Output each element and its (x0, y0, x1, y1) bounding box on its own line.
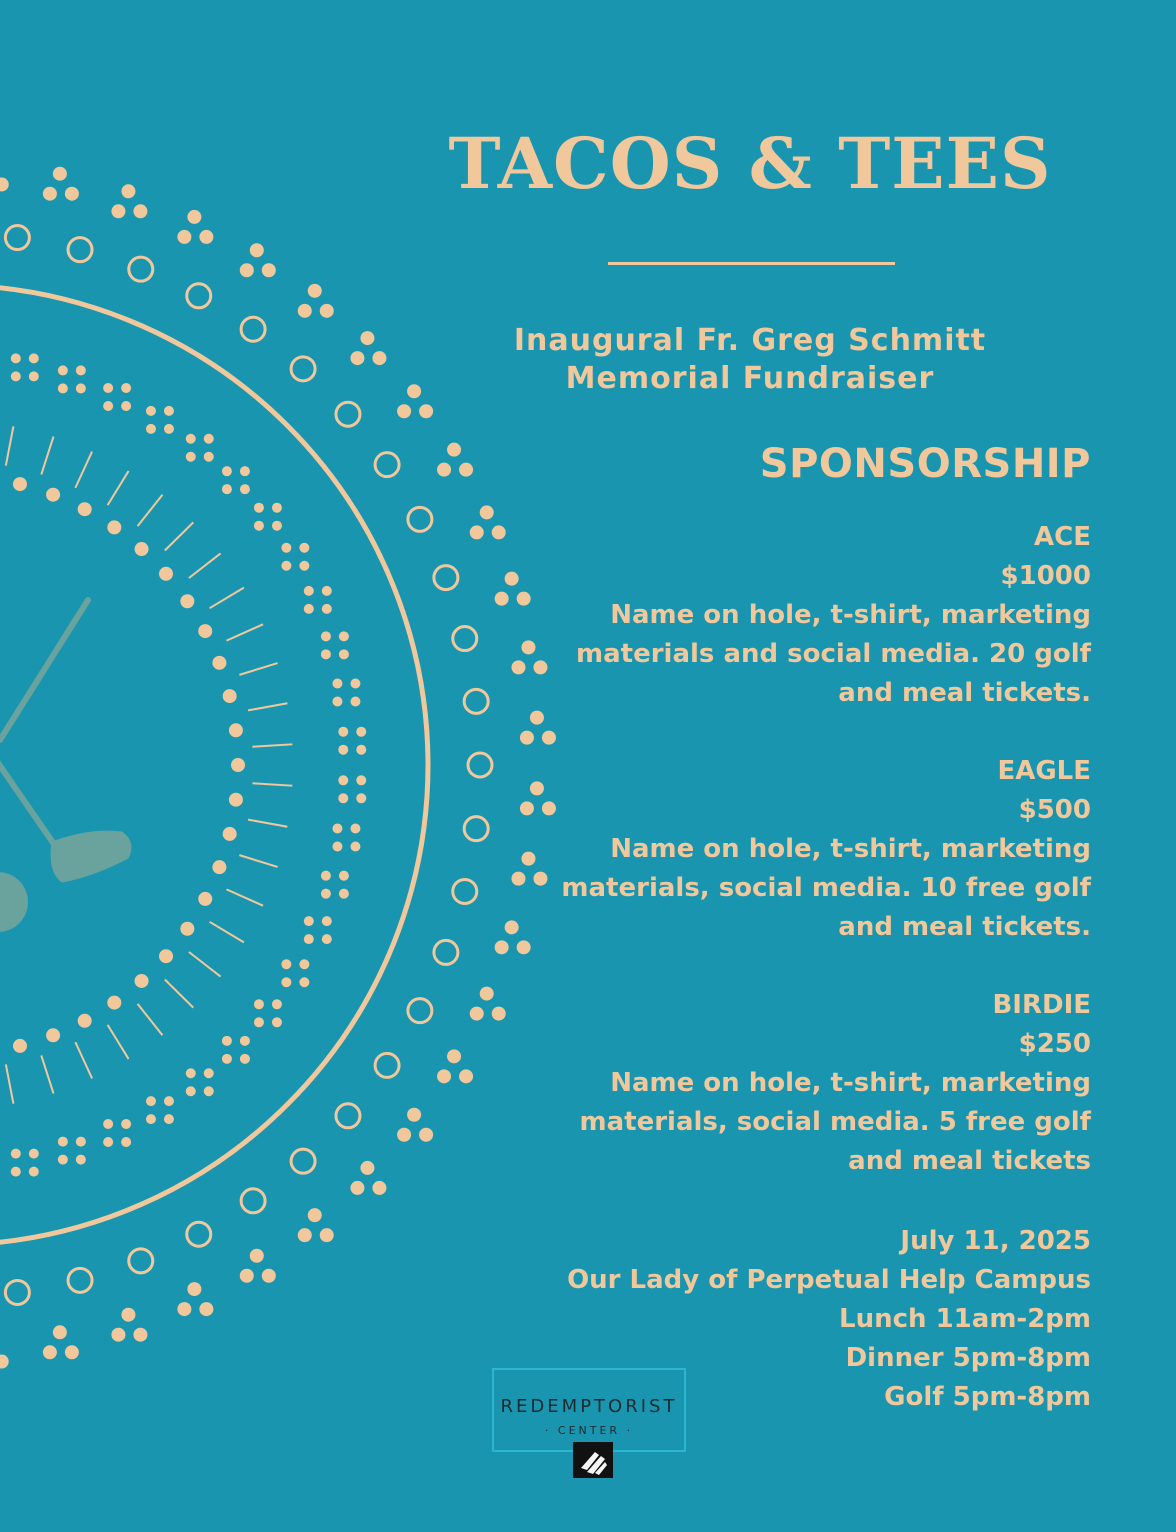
inner-dot (78, 1014, 92, 1028)
tier-birdie (531, 986, 1091, 1181)
small-dot (121, 1137, 131, 1147)
cluster-dot (470, 1007, 484, 1021)
cluster-dot (250, 1249, 264, 1263)
small-dot (11, 371, 21, 381)
tier-price: $500 (1018, 795, 1091, 825)
ring-dot (336, 402, 360, 426)
small-dot (29, 1167, 39, 1177)
small-dot (204, 452, 214, 462)
cluster-dot (437, 463, 451, 477)
sponsorship-tiers (531, 518, 1091, 1220)
small-dot (204, 1086, 214, 1096)
small-dot (272, 521, 282, 531)
cluster-dot (360, 1161, 374, 1175)
tier-benefit-line: and meal tickets. (838, 678, 1091, 708)
ring-dot (129, 257, 153, 281)
small-dot (299, 959, 309, 969)
small-dot (204, 1068, 214, 1078)
tier-benefit-line: and meal tickets (848, 1146, 1091, 1176)
cluster-dot (437, 1069, 451, 1083)
cluster-dot (511, 872, 525, 886)
small-dot (240, 466, 250, 476)
small-dot (240, 1054, 250, 1064)
small-dot (321, 649, 331, 659)
cluster-dot (199, 230, 213, 244)
small-dot (254, 1017, 264, 1027)
small-dot (304, 934, 314, 944)
small-dot (332, 678, 342, 688)
small-dot (146, 406, 156, 416)
subtitle-line: Memorial Fundraiser (565, 361, 935, 396)
inner-dot (231, 758, 245, 772)
small-dot (121, 1119, 131, 1129)
redemptorist-center-logo (492, 1368, 686, 1452)
ring-dot (453, 627, 477, 651)
cluster-dot (495, 940, 509, 954)
inner-dot (198, 624, 212, 638)
cluster-dot (320, 1228, 334, 1242)
radial-dash (210, 588, 244, 609)
small-dot (76, 383, 86, 393)
cluster-dot (407, 384, 421, 398)
inner-dot (135, 542, 149, 556)
ring-dot (291, 1149, 315, 1173)
event-subtitle (460, 322, 1040, 398)
cluster-dot (372, 351, 386, 365)
small-dot (272, 503, 282, 513)
small-dot (11, 353, 21, 363)
small-dot (356, 727, 366, 737)
small-dot (11, 1149, 21, 1159)
cluster-dot (372, 1181, 386, 1195)
small-dot (222, 1054, 232, 1064)
radial-dash (189, 553, 221, 578)
small-dot (281, 561, 291, 571)
cluster-dot (111, 1328, 125, 1342)
cluster-dot (447, 1049, 461, 1063)
ring-dot (5, 226, 29, 250)
cluster-dot (459, 1069, 473, 1083)
ring-dot (241, 1189, 265, 1213)
radial-dash (108, 471, 129, 505)
inner-dot (78, 502, 92, 516)
cluster-dot (350, 351, 364, 365)
radial-dash (189, 952, 221, 977)
inner-dot (212, 656, 226, 670)
small-dot (164, 1114, 174, 1124)
cluster-dot (505, 572, 519, 586)
ring-dot (375, 1053, 399, 1077)
cluster-dot (133, 204, 147, 218)
golf-time: Golf 5pm-8pm (884, 1382, 1091, 1412)
inner-dot (223, 689, 237, 703)
cluster-dot (262, 263, 276, 277)
cluster-dot (492, 1007, 506, 1021)
radial-dash (138, 1004, 163, 1035)
ring-dot (453, 879, 477, 903)
ring-dot (434, 940, 458, 964)
small-dot (146, 1114, 156, 1124)
small-dot (299, 977, 309, 987)
small-dot (272, 999, 282, 1009)
ring-dot (129, 1249, 153, 1273)
logo-name: REDEMPTORIST (494, 1396, 684, 1417)
cluster-dot (308, 1208, 322, 1222)
small-dot (322, 604, 332, 614)
cluster-dot (511, 660, 525, 674)
small-dot (29, 371, 39, 381)
cluster-dot (65, 187, 79, 201)
small-dot (304, 604, 314, 614)
inner-dot (159, 567, 173, 581)
small-dot (356, 775, 366, 785)
small-dot (121, 401, 131, 411)
small-dot (304, 586, 314, 596)
inner-dot (180, 922, 194, 936)
tier-benefit-line: materials, social media. 10 free golf (561, 873, 1091, 903)
small-dot (322, 934, 332, 944)
small-dot (186, 452, 196, 462)
small-dot (254, 999, 264, 1009)
inner-dot (229, 793, 243, 807)
ring-dot (68, 238, 92, 262)
inner-dot (180, 594, 194, 608)
small-dot (339, 871, 349, 881)
cluster-dot (121, 184, 135, 198)
radial-dash (138, 495, 163, 526)
tier-benefit-line: Name on hole, t-shirt, marketing (610, 834, 1091, 864)
golf-ball-icon (0, 872, 28, 932)
cluster-dot (495, 592, 509, 606)
ring-dot (464, 817, 488, 841)
ring-dot (408, 507, 432, 531)
small-dot (11, 1167, 21, 1177)
ring-dot (375, 453, 399, 477)
small-dot (58, 365, 68, 375)
radial-dash (252, 744, 292, 746)
ring-dot (241, 317, 265, 341)
inner-dot (229, 723, 243, 737)
cluster-dot (262, 1269, 276, 1283)
small-dot (281, 977, 291, 987)
inner-dot (107, 520, 121, 534)
event-title: TACOS & TEES (448, 122, 1052, 205)
small-dot (103, 383, 113, 393)
cluster-dot (250, 243, 264, 257)
small-dot (338, 745, 348, 755)
tier-benefit-line: materials and social media. 20 golf (576, 639, 1091, 669)
cluster-dot (360, 331, 374, 345)
cluster-dot (517, 592, 531, 606)
cluster-dot (517, 940, 531, 954)
small-dot (146, 424, 156, 434)
cluster-dot (447, 443, 461, 457)
small-dot (222, 484, 232, 494)
small-dot (281, 543, 291, 553)
small-dot (29, 353, 39, 363)
small-dot (164, 1096, 174, 1106)
small-dot (186, 1068, 196, 1078)
small-dot (76, 365, 86, 375)
inner-dot (135, 974, 149, 988)
small-dot (299, 561, 309, 571)
inner-dot (159, 949, 173, 963)
small-dot (58, 1155, 68, 1165)
radial-dash (165, 980, 193, 1008)
small-dot (186, 434, 196, 444)
ring-dot (187, 284, 211, 308)
small-dot (299, 543, 309, 553)
radial-dash (239, 663, 277, 675)
radial-dash (75, 1042, 92, 1078)
radial-dash (75, 452, 92, 488)
inner-dot (13, 477, 27, 491)
tier-benefit-line: materials, social media. 5 free golf (579, 1107, 1091, 1137)
cluster-dot (43, 1345, 57, 1359)
cluster-dot (397, 404, 411, 418)
small-dot (254, 503, 264, 513)
tier-benefit-line: and meal tickets. (838, 912, 1091, 942)
cluster-dot (492, 525, 506, 539)
radial-dash (108, 1025, 129, 1059)
radial-dash (210, 922, 244, 943)
radial-dash (248, 703, 287, 710)
small-dot (321, 631, 331, 641)
cluster-dot (308, 284, 322, 298)
tier-price: $1000 (1000, 561, 1091, 591)
small-dot (103, 1137, 113, 1147)
cluster-dot (397, 1128, 411, 1142)
small-dot (338, 727, 348, 737)
cluster-dot (177, 1302, 191, 1316)
small-dot (350, 842, 360, 852)
ring-dot (291, 357, 315, 381)
tier-name: EAGLE (997, 756, 1091, 786)
radial-dash (226, 889, 263, 905)
small-dot (222, 466, 232, 476)
inner-dot (46, 488, 60, 502)
title-divider (608, 262, 895, 265)
ring-dot (468, 753, 492, 777)
small-dot (58, 383, 68, 393)
cluster-dot (53, 1325, 67, 1339)
small-dot (322, 916, 332, 926)
cluster-dot (121, 1308, 135, 1322)
tier-ace (531, 518, 1091, 713)
cluster-dot (111, 204, 125, 218)
small-dot (356, 745, 366, 755)
small-dot (339, 649, 349, 659)
tier-price: $250 (1018, 1029, 1091, 1059)
inner-dot (212, 860, 226, 874)
radial-dash (239, 855, 277, 867)
small-dot (304, 916, 314, 926)
small-dot (350, 824, 360, 834)
small-dot (339, 631, 349, 641)
small-dot (76, 1137, 86, 1147)
small-dot (186, 1086, 196, 1096)
cluster-dot (298, 304, 312, 318)
radial-dash (248, 820, 287, 827)
cluster-dot (0, 1355, 9, 1369)
small-dot (240, 1036, 250, 1046)
small-dot (350, 696, 360, 706)
cluster-dot (53, 167, 67, 181)
radial-dash (6, 426, 14, 465)
small-dot (321, 889, 331, 899)
cluster-dot (350, 1181, 364, 1195)
small-dot (103, 401, 113, 411)
small-dot (281, 959, 291, 969)
radial-dash (41, 1055, 53, 1093)
small-dot (338, 793, 348, 803)
ring-dot (5, 1280, 29, 1304)
cluster-dot (43, 187, 57, 201)
radial-dash (6, 1064, 14, 1103)
small-dot (121, 383, 131, 393)
small-dot (338, 775, 348, 785)
ring-dot (464, 689, 488, 713)
small-dot (350, 678, 360, 688)
ring-dot (187, 1222, 211, 1246)
small-dot (164, 424, 174, 434)
inner-dot (223, 827, 237, 841)
tier-name: ACE (1034, 522, 1091, 552)
radial-dash (41, 437, 53, 475)
cluster-dot (419, 404, 433, 418)
cluster-dot (187, 1282, 201, 1296)
tier-benefit-line: Name on hole, t-shirt, marketing (610, 600, 1091, 630)
radial-dash (252, 783, 292, 785)
subtitle-line: Inaugural Fr. Greg Schmitt (513, 323, 987, 358)
lunch-time: Lunch 11am-2pm (839, 1304, 1091, 1334)
cluster-dot (240, 1269, 254, 1283)
small-dot (164, 406, 174, 416)
golf-club-icon (0, 600, 131, 882)
inner-dot (46, 1028, 60, 1042)
cluster-dot (199, 1302, 213, 1316)
cluster-dot (480, 505, 494, 519)
small-dot (332, 696, 342, 706)
cluster-dot (419, 1128, 433, 1142)
small-dot (356, 793, 366, 803)
small-dot (332, 824, 342, 834)
cluster-dot (407, 1108, 421, 1122)
small-dot (240, 484, 250, 494)
dinner-time: Dinner 5pm-8pm (845, 1343, 1091, 1373)
logo-subtitle: · CENTER · (544, 1424, 634, 1437)
small-dot (339, 889, 349, 899)
ring-dot (68, 1268, 92, 1292)
radial-dash (226, 624, 263, 640)
tier-name: BIRDIE (992, 990, 1091, 1020)
ring-dot (434, 566, 458, 590)
inner-dot (13, 1039, 27, 1053)
cluster-dot (505, 920, 519, 934)
cluster-dot (177, 230, 191, 244)
cluster-dot (187, 210, 201, 224)
redemptorist-hands-logo (573, 1442, 613, 1478)
small-dot (321, 871, 331, 881)
radial-dash (165, 522, 193, 550)
small-dot (332, 842, 342, 852)
inner-dot (198, 892, 212, 906)
sponsorship-heading: SPONSORSHIP (759, 441, 1091, 487)
cluster-dot (240, 263, 254, 277)
small-dot (103, 1119, 113, 1129)
small-dot (222, 1036, 232, 1046)
tier-eagle (531, 752, 1091, 947)
ring-dot (408, 999, 432, 1023)
cluster-dot (0, 177, 9, 191)
small-dot (254, 521, 264, 531)
mandala-ring (0, 285, 428, 1245)
tier-benefit-line: Name on hole, t-shirt, marketing (610, 1068, 1091, 1098)
small-dot (204, 434, 214, 444)
cluster-dot (65, 1345, 79, 1359)
small-dot (272, 1017, 282, 1027)
ring-dot (336, 1104, 360, 1128)
small-dot (322, 586, 332, 596)
cluster-dot (298, 1228, 312, 1242)
event-date: July 11, 2025 (900, 1226, 1091, 1256)
small-dot (76, 1155, 86, 1165)
small-dot (146, 1096, 156, 1106)
cluster-dot (133, 1328, 147, 1342)
cluster-dot (470, 525, 484, 539)
cluster-dot (320, 304, 334, 318)
small-dot (29, 1149, 39, 1159)
inner-dot (107, 996, 121, 1010)
small-dot (58, 1137, 68, 1147)
cluster-dot (480, 987, 494, 1001)
event-location: Our Lady of Perpetual Help Campus (567, 1265, 1091, 1295)
cluster-dot (459, 463, 473, 477)
